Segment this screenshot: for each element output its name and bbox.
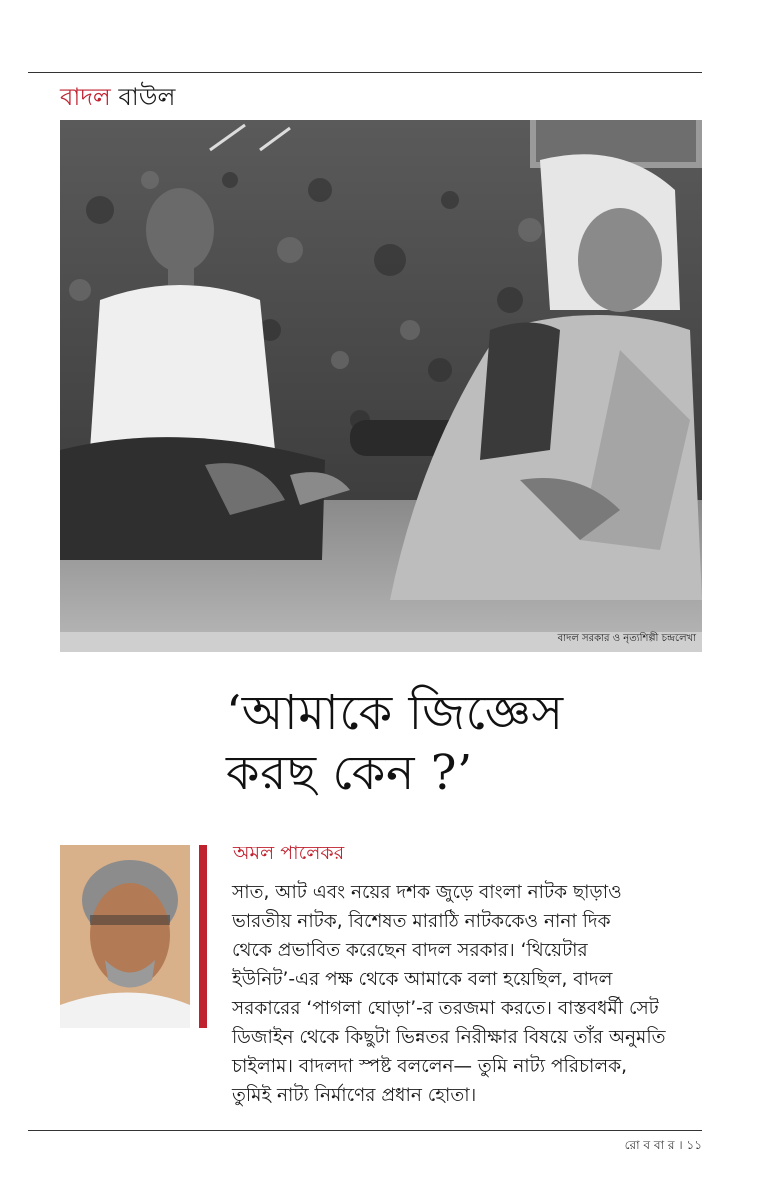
section-title-accent: বাদল — [60, 83, 111, 111]
section-title-rest: বাউল — [118, 83, 176, 111]
body-line: সাত, আট এবং নয়ের দশক জুড়ে বাংলা নাটক ছাড়াও — [232, 882, 622, 903]
body-line: ইউনিট’-এর পক্ষ থেকে আমাকে বলা হয়েছিল, বাদল — [232, 969, 613, 990]
lead-photo — [60, 120, 702, 652]
headline-line-2: করছ কেন ?’ — [226, 745, 473, 801]
body-line: তুমিই নাট্য নির্মাণের প্রধান হোতা। — [232, 1085, 477, 1106]
headline-line-1: ‘আমাকে জিজ্ঞেস — [226, 685, 564, 741]
author-portrait — [60, 845, 190, 1028]
lead-photo-illustration — [60, 120, 702, 652]
bottom-rule — [28, 1130, 702, 1131]
body-line: চাইলাম। বাদলদা স্পষ্ট বললেন— তুমি নাট্য পরিচালক, — [232, 1056, 627, 1077]
body-line: সরকারের ‘পাগলা ঘোড়া’-র তরজমা করতে। বাস্তবধর্মী সেট — [232, 998, 659, 1019]
section-title — [60, 80, 175, 114]
author-photo — [60, 845, 190, 1028]
body-line: ভারতীয় নাটক, বিশেষত মারাঠি নাটককেও নানা দিক — [232, 911, 611, 932]
top-rule — [28, 72, 702, 73]
headline — [226, 683, 696, 803]
body-line: থেকে প্রভাবিত করেছেন বাদল সরকার। ‘থিয়েটার — [232, 940, 588, 961]
body-line: ডিজাইন থেকে কিছুটা ভিন্নতর নিরীক্ষার বিষয়ে তাঁর অনুমতি — [232, 1027, 666, 1048]
author-name: অমল পালেকর — [233, 842, 345, 864]
photo-caption: বাদল সরকার ও নৃত্যশিল্পী চন্দ্রলেখা — [557, 633, 696, 644]
article-body — [232, 878, 702, 1110]
page-folio: রো ব বা র । ১১ — [624, 1138, 702, 1152]
author-accent-bar — [199, 845, 207, 1028]
